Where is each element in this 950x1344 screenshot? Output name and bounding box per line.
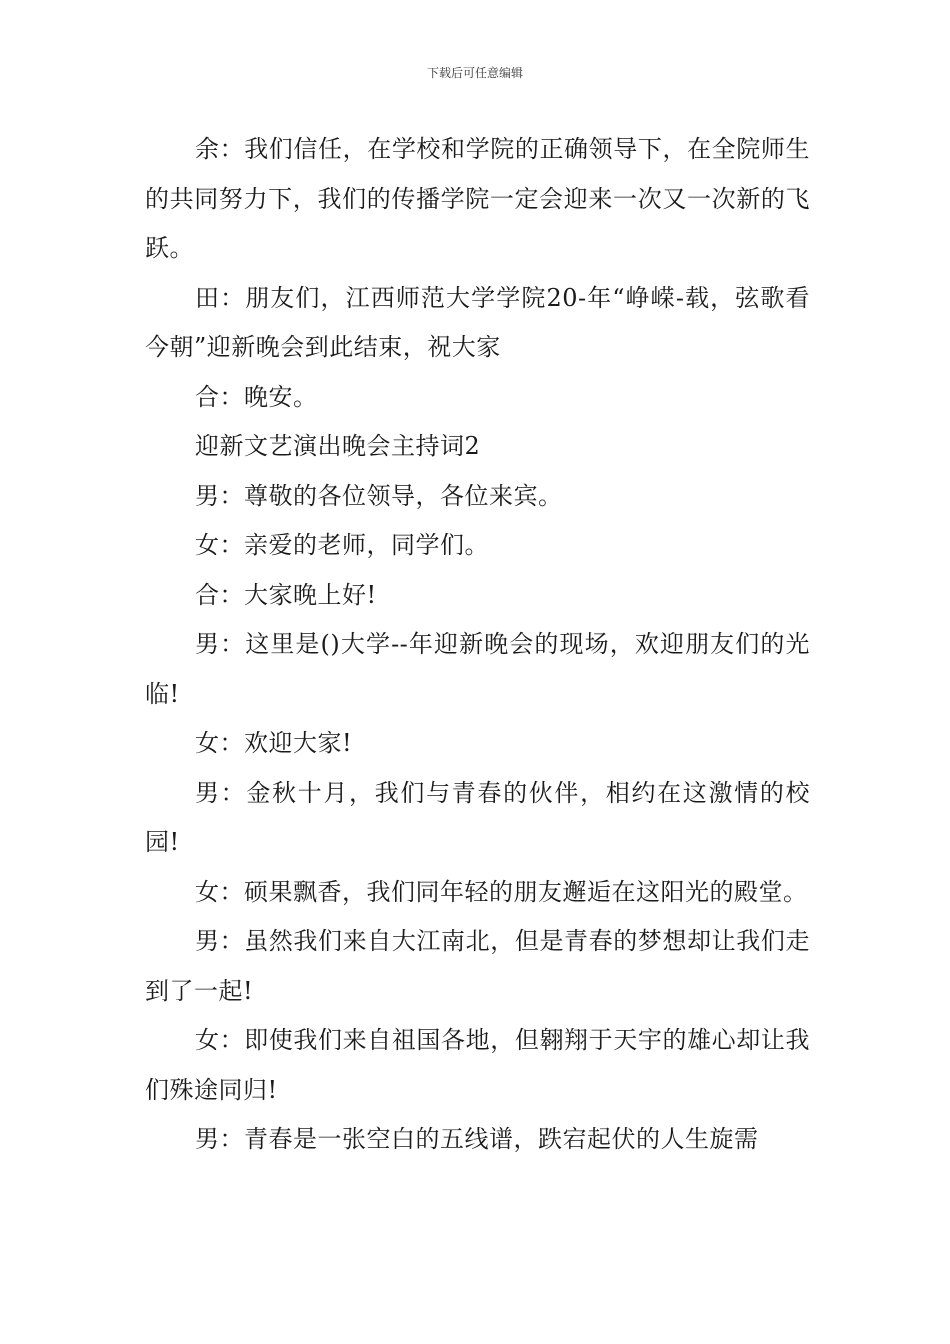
paragraph-closing-together: 合：晚安。 xyxy=(195,382,318,411)
paragraph-male-dream: 男：虽然我们来自大江南北，但是青春的梦想却让我们走到了一起! xyxy=(145,927,810,1005)
paragraph-closing-yu: 余：我们信任，在学校和学院的正确领导下，在全院师生的共同努力下，我们的传播学院一定会迎来一次又一次新的飞跃。 xyxy=(145,135,810,262)
document-body xyxy=(145,125,810,1165)
paragraph-female-harvest: 女：硕果飘香，我们同年轻的朋友邂逅在这阳光的殿堂。 xyxy=(195,877,808,906)
paragraph-male-youth: 男：青春是一张空白的五线谱，跌宕起伏的人生旋需 xyxy=(195,1125,759,1153)
section-heading: 迎新文艺演出晚会主持词2 xyxy=(195,432,481,460)
paragraph-female-greeting: 女：亲爱的老师，同学们。 xyxy=(195,531,489,559)
paragraph-male-greeting: 男：尊敬的各位领导，各位来宾。 xyxy=(195,481,563,510)
paragraph-closing-tian: 田：朋友们，江西师范大学学院20-年“峥嵘-载，弦歌看今朝”迎新晚会到此结束，祝大家 xyxy=(145,283,810,361)
paragraph-female-ambition: 女：即使我们来自祖国各地，但翱翔于天宇的雄心却让我们殊途同归! xyxy=(145,1026,810,1104)
paragraph-male-welcome: 男：这里是()大学--年迎新晚会的现场，欢迎朋友们的光临! xyxy=(145,630,810,708)
paragraph-female-welcome: 女：欢迎大家! xyxy=(195,729,353,757)
page-header: 下载后可任意编辑 xyxy=(426,66,523,80)
paragraph-male-autumn: 男：金秋十月，我们与青春的伙伴，相约在这激情的校园! xyxy=(145,778,810,856)
paragraph-together-greeting: 合：大家晚上好! xyxy=(195,580,377,609)
